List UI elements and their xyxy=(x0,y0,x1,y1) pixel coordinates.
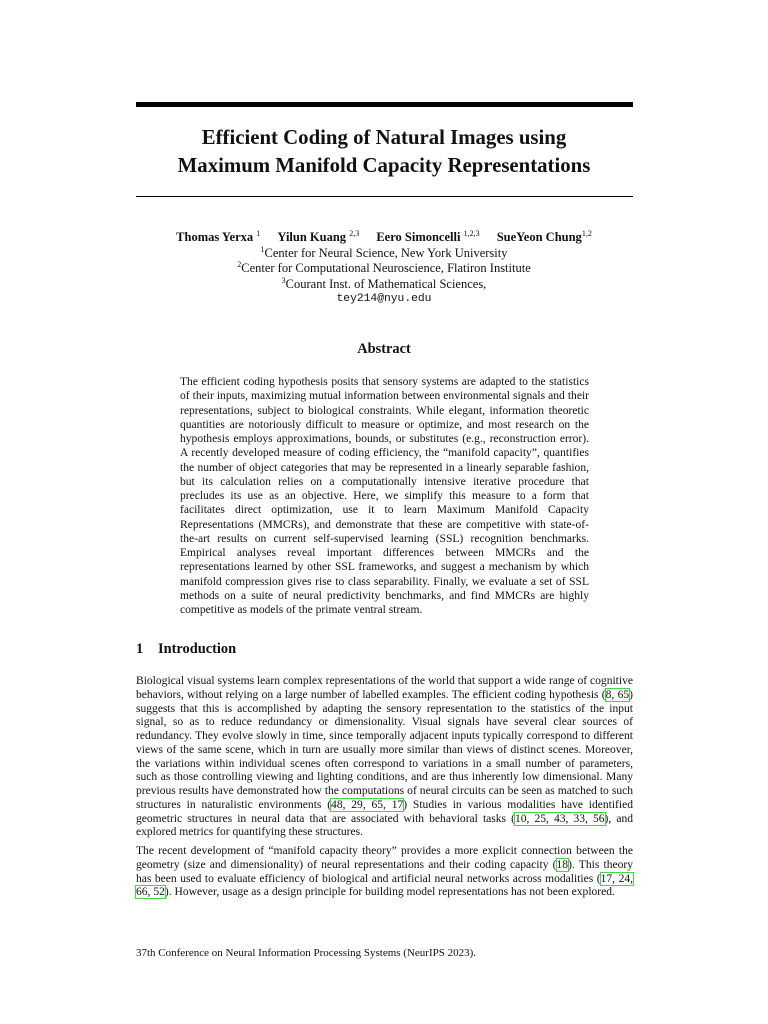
author-name: Yilun Kuang xyxy=(277,230,347,244)
title-bottom-rule xyxy=(136,196,633,197)
introduction-body xyxy=(136,675,633,905)
citation-link[interactable]: 48, 29, 65, 17 xyxy=(331,798,404,811)
citation-link[interactable]: 17, 24, 66, 52 xyxy=(136,872,633,899)
author-affiliation: 2,3 xyxy=(349,228,360,238)
paragraph: The recent development of “manifold capacity theory” provides a more explicit connection between the geometry (size and dimensionality) of neural representations and their coding capacity (18). This theory has been used to evaluate efficiency of biological and artificial neural networks across modalities (17, 24, 66, 52). However, usage as a design principle for building model representations has not been explored. xyxy=(136,845,633,899)
abstract-heading: Abstract xyxy=(357,341,411,357)
author-names xyxy=(100,230,668,246)
abstract-text: The efficient coding hypothesis posits that sensory systems are adapted to the statistics of their inputs, maximizing mutual information between environmental signals and their representations, subject to biological constraints. While elegant, information theoretic quantities are notoriously difficult to measure or optimize, and most research on the hypothesis employs approximations, bounds, or substitutes (e.g., reconstruction error). A recently developed measure of coding efficiency, the “manifold capacity”, quantifies the number of object categories that may be represented in a linearly separable fashion, but its calculation relies on a computationally intensive iterative procedure that precludes its use as an objective. Here, we simplify this measure to a form that facilitates direct optimization, use it to learn Maximum Manifold Capacity Representations (MMCRs), and demonstrate that these are competitive with state-of-the-art results on current self-supervised learning (SSL) recognition benchmarks. Empirical analyses reveal important differences between MMCRs and the representations learned by other SSL frameworks, and suggest a mechanism by which manifold compression gives rise to class separability. Finally, we evaluate a set of SSL methods on a suite of neural predictivity benchmarks, and find MMCRs are highly competitive as models of the primate ventral stream. xyxy=(180,376,589,616)
paper-title xyxy=(100,124,668,180)
title-line-2: Maximum Manifold Capacity Representations xyxy=(177,154,591,177)
author-block xyxy=(100,230,668,308)
section-number: 1 xyxy=(136,641,144,657)
author-name: SueYeon Chung xyxy=(496,230,582,244)
affiliation-line: $^2$Center for Computational Neuroscience, Flatiron Institute xyxy=(237,259,531,275)
citation-link[interactable]: 8, 65 xyxy=(605,688,630,701)
author-name: Eero Simoncelli xyxy=(376,230,461,244)
author-affiliation: 1,2,3 xyxy=(463,228,480,238)
title-top-rule xyxy=(136,102,633,107)
author-affiliation: 1 xyxy=(256,228,261,238)
conference-footnote: 37th Conference on Neural Information Processing Systems (NeurIPS 2023). xyxy=(136,947,477,959)
author-affiliation: 1,2 xyxy=(581,228,592,238)
citation-link[interactable]: 18 xyxy=(556,858,569,871)
author-email[interactable]: tey214@nyu.edu xyxy=(336,293,432,305)
section-heading xyxy=(136,641,236,658)
title-line-1: Efficient Coding of Natural Images using xyxy=(201,126,567,149)
author-name: Thomas Yerxa xyxy=(176,230,254,244)
affiliation-line: $^1$Center for Neural Science, New York University xyxy=(260,244,508,260)
paragraph: Biological visual systems learn complex representations of the world that support a wide range of cognitive behaviors, without relying on a large number of labelled examples. The efficient coding hypothesis (8, 65) suggests that this is accomplished by adapting the sensory representation to the statistics of the input signal, so as to reduce redundancy or dimensionality. Visual signals have several clear sources of redundancy. They evolve slowly in time, since temporally adjacent inputs typically correspond to different views of the same scene, which in turn are usually more similar than views of distinct scenes. Moreover, the variations within individual scenes often correspond to variations in a small number of parameters, such as those controlling viewing and lighting conditions, and are thus inherently low dimensional. Many previous results have demonstrated how the computations of neural circuits can be seen as matched to such structures in naturalistic environments (48, 29, 65, 17) Studies in various modalities have identified geometric structures in neural data that are associated with behavioral tasks (10, 25, 43, 33, 56), and explored metrics for quantifying these structures. xyxy=(136,675,634,839)
section-title: Introduction xyxy=(158,641,237,657)
affiliation-line: $^3$Courant Inst. of Mathematical Sciences, xyxy=(281,275,487,291)
citation-link[interactable]: 10, 25, 43, 33, 56 xyxy=(514,812,605,825)
